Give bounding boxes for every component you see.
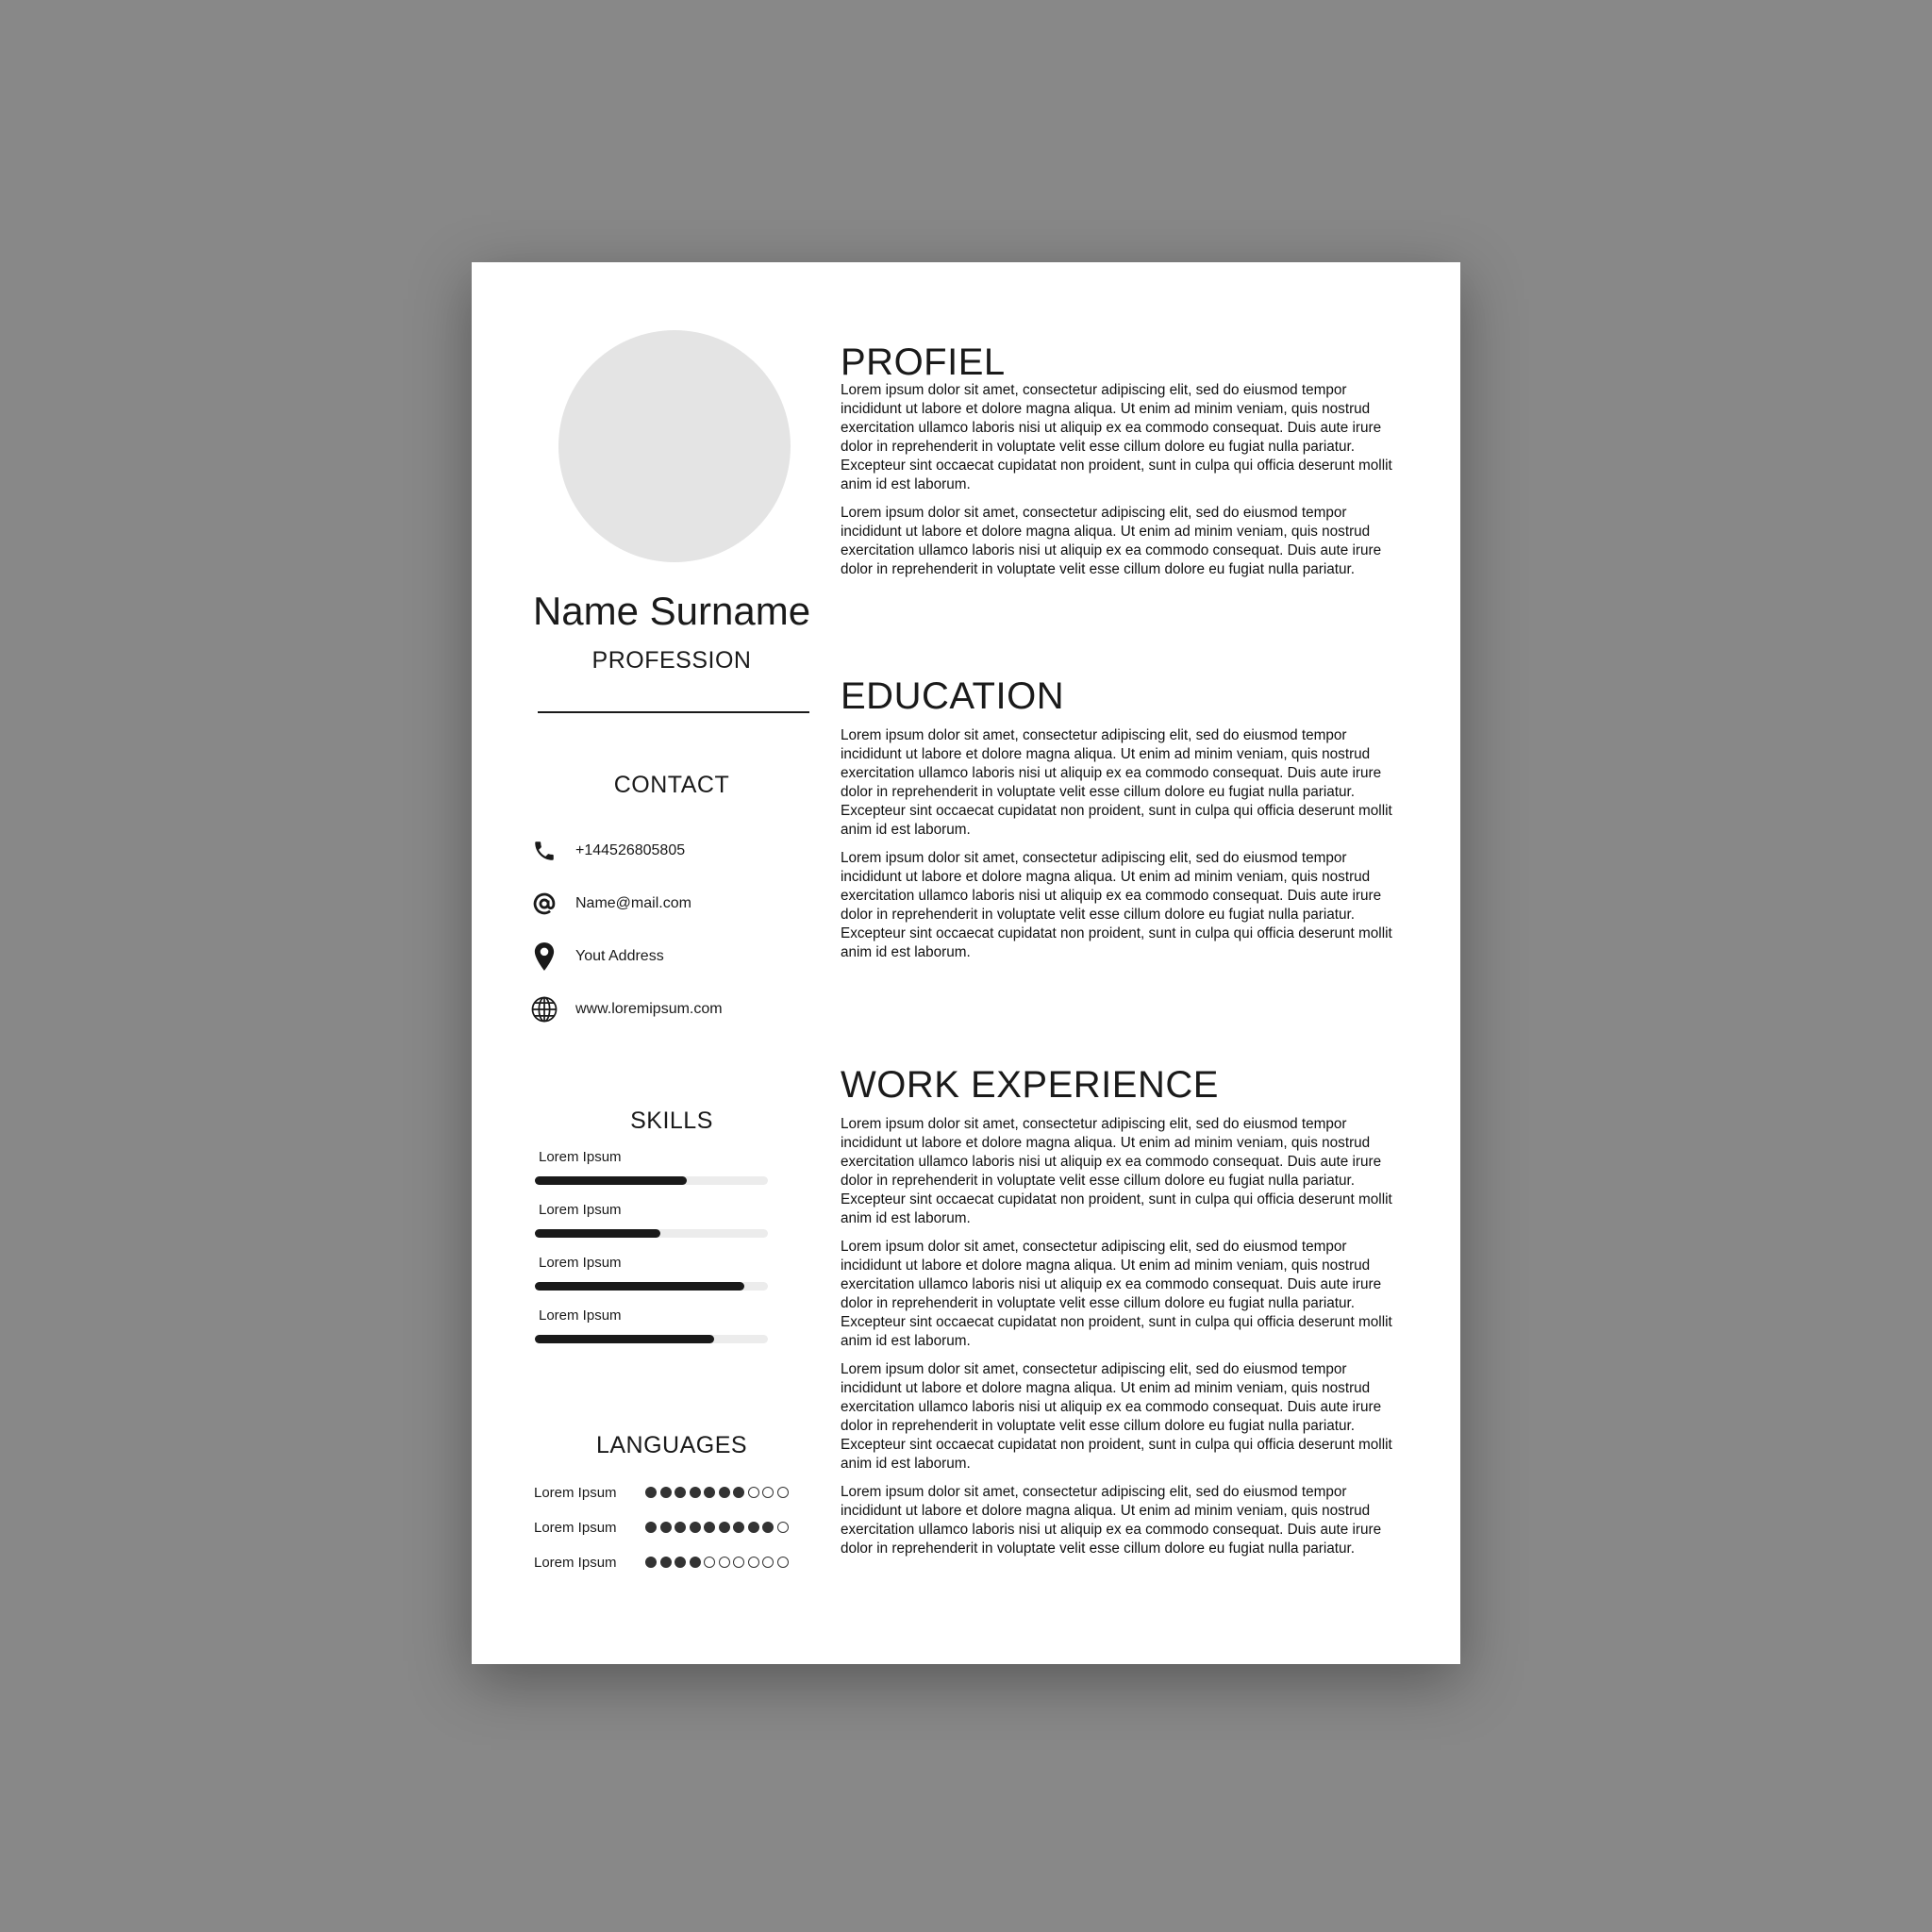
rating-dot-filled — [675, 1487, 686, 1498]
map-pin-icon — [528, 941, 560, 973]
rating-dot-filled — [719, 1522, 730, 1533]
skill-bar-fill — [535, 1335, 714, 1343]
work-paragraph: Lorem ipsum dolor sit amet, consectetur adipiscing elit, sed do eiusmod tempor incididunt ut labore et dolore magna aliqua. Ut enim ad minim veniam, quis nostrud exercitation ullamco laboris nisi ut aliquip ex ea commodo consequat. Duis aute irure dolor in reprehenderit in voluptate velit esse cillum dolore eu fugiat nulla pariatur. Excepteur sint occaecat cupidatat non proident, sunt in culpa qui officia deserunt mollit anim id est laborum. — [841, 1116, 1392, 1226]
language-label: Lorem Ipsum — [534, 1554, 617, 1571]
work-paragraph: Lorem ipsum dolor sit amet, consectetur adipiscing elit, sed do eiusmod tempor incididunt ut labore et dolore magna aliqua. Ut enim ad minim veniam, quis nostrud exercitation ullamco laboris nisi ut aliquip ex ea commodo consequat. Duis aute irure dolor in reprehenderit in voluptate velit esse cillum dolore eu fugiat nulla pariatur. Excepteur sint occaecat cupidatat non proident, sunt in culpa qui officia deserunt mollit anim id est laborum. — [841, 1239, 1392, 1349]
rating-dot-empty — [719, 1557, 730, 1568]
rating-dot-filled — [719, 1487, 730, 1498]
profile-paragraph: Lorem ipsum dolor sit amet, consectetur adipiscing elit, sed do eiusmod tempor incididunt ut labore et dolore magna aliqua. Ut enim ad minim veniam, quis nostrud exercitation ullamco laboris nisi ut aliquip ex ea commodo consequat. Duis aute irure dolor in reprehenderit in voluptate velit esse cillum dolore eu fugiat nulla pariatur. Excepteur sint occaecat cupidatat non proident, sunt in culpa qui officia deserunt mollit anim id est laborum. — [841, 382, 1392, 492]
skills-heading: SKILLS — [630, 1108, 713, 1134]
section-title-work-experience: WORK EXPERIENCE — [841, 1064, 1219, 1106]
rating-dot-empty — [777, 1522, 789, 1533]
resume-sheet — [472, 262, 1460, 1664]
skill-bar — [535, 1335, 768, 1343]
rating-dot-filled — [660, 1487, 672, 1498]
phone-icon — [528, 835, 560, 867]
contact-address[interactable] — [528, 938, 664, 975]
contact-website[interactable] — [528, 991, 723, 1028]
rating-dot-empty — [777, 1487, 789, 1498]
education-paragraph: Lorem ipsum dolor sit amet, consectetur adipiscing elit, sed do eiusmod tempor incididunt ut labore et dolore magna aliqua. Ut enim ad minim veniam, quis nostrud exercitation ullamco laboris nisi ut aliquip ex ea commodo consequat. Duis aute irure dolor in reprehenderit in voluptate velit esse cillum dolore eu fugiat nulla pariatur. Excepteur sint occaecat cupidatat non proident, sunt in culpa qui officia deserunt mollit anim id est laborum. — [841, 850, 1392, 960]
contact-text: www.loremipsum.com — [575, 1001, 723, 1017]
rating-dot-filled — [660, 1557, 672, 1568]
profession: PROFESSION — [591, 647, 752, 674]
rating-dot-empty — [748, 1487, 759, 1498]
languages-heading: LANGUAGES — [595, 1432, 748, 1458]
skill-bar — [535, 1176, 768, 1185]
rating-dot-filled — [690, 1487, 701, 1498]
language-label: Lorem Ipsum — [534, 1519, 617, 1536]
rating-dot-filled — [733, 1522, 744, 1533]
rating-dot-filled — [645, 1487, 657, 1498]
rating-dot-empty — [733, 1557, 744, 1568]
contact-heading: CONTACT — [613, 772, 730, 798]
rating-dot-filled — [733, 1487, 744, 1498]
rating-dot-filled — [645, 1522, 657, 1533]
contact-text: Name@mail.com — [575, 895, 691, 911]
language-rating — [645, 1522, 791, 1533]
rating-dot-filled — [762, 1522, 774, 1533]
skill-bar-fill — [535, 1229, 660, 1238]
contact-email[interactable] — [528, 885, 691, 923]
language-rating — [645, 1557, 791, 1568]
rating-dot-filled — [675, 1557, 686, 1568]
skill-label: Lorem Ipsum — [539, 1202, 622, 1218]
profile-paragraph: Lorem ipsum dolor sit amet, consectetur adipiscing elit, sed do eiusmod tempor incididunt ut labore et dolore magna aliqua. Ut enim ad minim veniam, quis nostrud exercitation ullamco laboris nisi ut aliquip ex ea commodo consequat. Duis aute irure dolor in reprehenderit in voluptate velit esse cillum dolore eu fugiat nulla pariatur. — [841, 505, 1382, 577]
globe-icon — [528, 993, 560, 1025]
skill-bar — [535, 1229, 768, 1238]
divider — [538, 711, 809, 713]
language-row — [534, 1551, 836, 1574]
rating-dot-filled — [660, 1522, 672, 1533]
at-sign-icon — [528, 888, 560, 920]
education-paragraph: Lorem ipsum dolor sit amet, consectetur adipiscing elit, sed do eiusmod tempor incididunt ut labore et dolore magna aliqua. Ut enim ad minim veniam, quis nostrud exercitation ullamco laboris nisi ut aliquip ex ea commodo consequat. Duis aute irure dolor in reprehenderit in voluptate velit esse cillum dolore eu fugiat nulla pariatur. Excepteur sint occaecat cupidatat non proident, sunt in culpa qui officia deserunt mollit anim id est laborum. — [841, 727, 1392, 838]
rating-dot-empty — [748, 1557, 759, 1568]
rating-dot-empty — [762, 1487, 774, 1498]
rating-dot-filled — [690, 1522, 701, 1533]
section-title-education: EDUCATION — [841, 675, 1065, 717]
full-name: Name Surname — [532, 589, 811, 633]
work-paragraph: Lorem ipsum dolor sit amet, consectetur adipiscing elit, sed do eiusmod tempor incididunt ut labore et dolore magna aliqua. Ut enim ad minim veniam, quis nostrud exercitation ullamco laboris nisi ut aliquip ex ea commodo consequat. Duis aute irure dolor in reprehenderit in voluptate velit esse cillum dolore eu fugiat nulla pariatur. Excepteur sint occaecat cupidatat non proident, sunt in culpa qui officia deserunt mollit anim id est laborum. — [841, 1361, 1392, 1472]
skill-bar — [535, 1282, 768, 1291]
skill-bar-fill — [535, 1282, 744, 1291]
profile-photo-placeholder[interactable] — [558, 330, 791, 562]
skill-label: Lorem Ipsum — [539, 1307, 622, 1324]
rating-dot-empty — [777, 1557, 789, 1568]
contact-text: Yout Address — [575, 948, 664, 964]
work-paragraph: Lorem ipsum dolor sit amet, consectetur adipiscing elit, sed do eiusmod tempor incididunt ut labore et dolore magna aliqua. Ut enim ad minim veniam, quis nostrud exercitation ullamco laboris nisi ut aliquip ex ea commodo consequat. Duis aute irure dolor in reprehenderit in voluptate velit esse cillum dolore eu fugiat nulla pariatur. — [841, 1484, 1382, 1557]
contact-text: +144526805805 — [575, 842, 686, 858]
rating-dot-filled — [645, 1557, 657, 1568]
rating-dot-filled — [690, 1557, 701, 1568]
skill-bar-fill — [535, 1176, 687, 1185]
rating-dot-filled — [748, 1522, 759, 1533]
rating-dot-empty — [704, 1557, 715, 1568]
skill-label: Lorem Ipsum — [539, 1149, 622, 1165]
language-row — [534, 1481, 836, 1504]
rating-dot-filled — [704, 1487, 715, 1498]
language-label: Lorem Ipsum — [534, 1484, 617, 1501]
rating-dot-empty — [762, 1557, 774, 1568]
section-title-profile: PROFIEL — [841, 341, 1006, 383]
skill-label: Lorem Ipsum — [539, 1255, 622, 1271]
language-row — [534, 1516, 836, 1539]
rating-dot-filled — [675, 1522, 686, 1533]
language-rating — [645, 1487, 791, 1498]
contact-phone[interactable] — [528, 832, 685, 870]
rating-dot-filled — [704, 1522, 715, 1533]
